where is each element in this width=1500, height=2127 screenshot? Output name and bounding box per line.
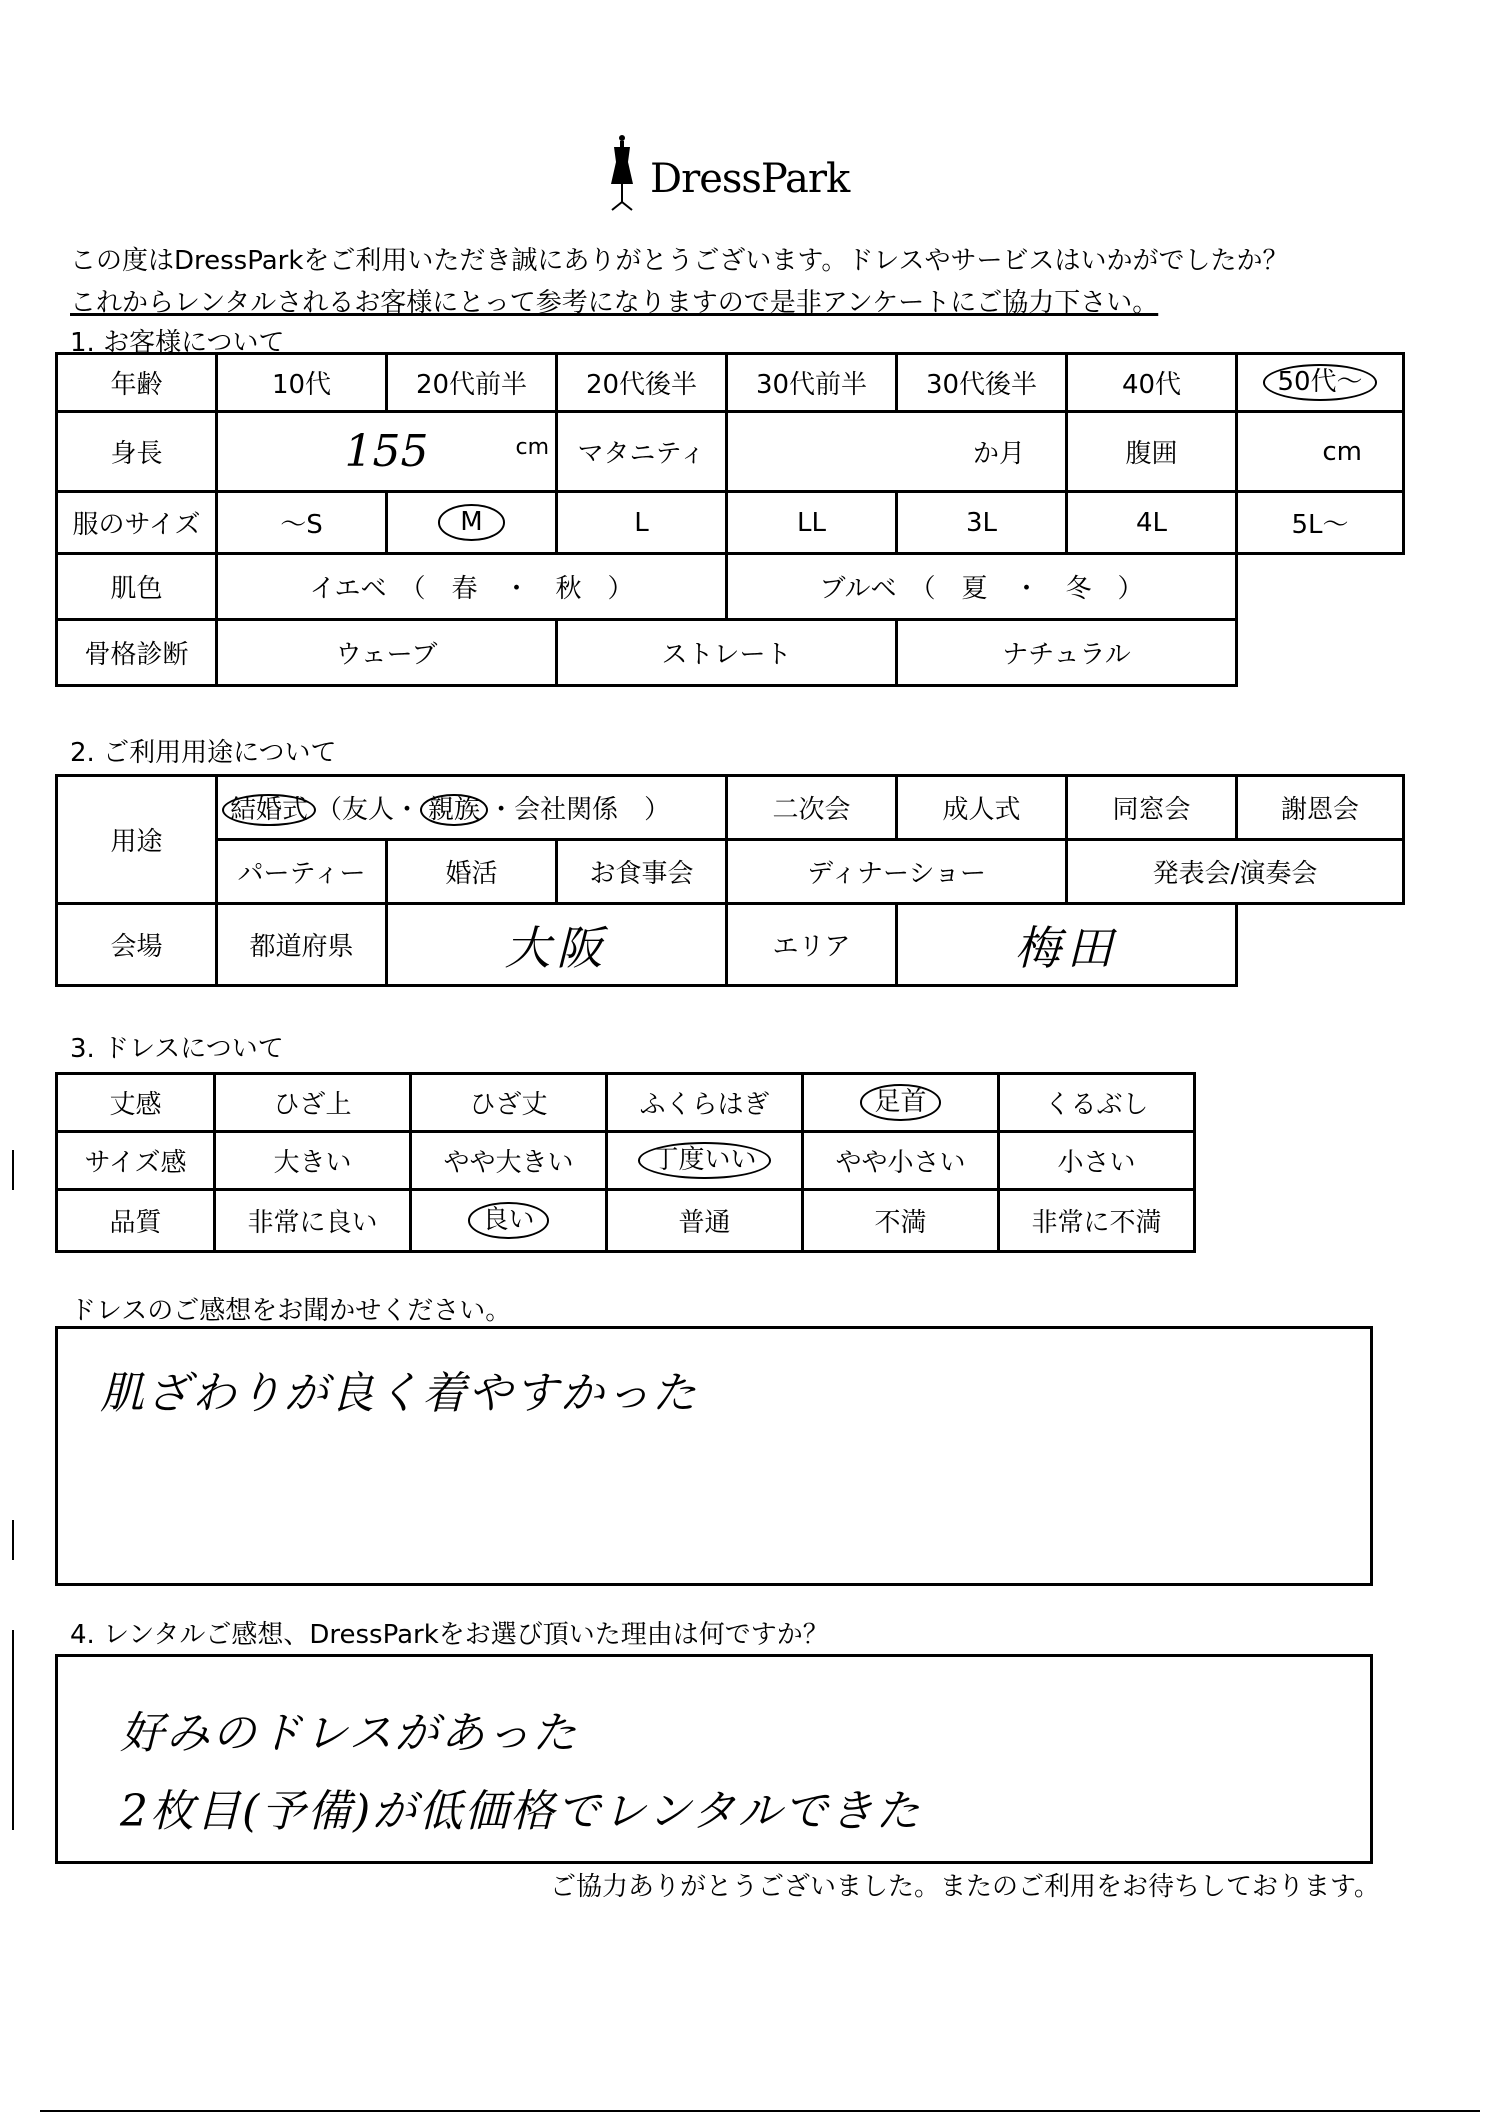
- prefecture-label: 都道府県: [217, 904, 387, 986]
- purpose-row-2: [57, 840, 1404, 904]
- scan-margin-mark: [12, 1630, 14, 1830]
- frame-label: 骨格診断: [57, 620, 217, 686]
- brand-name: DressPark: [650, 156, 850, 202]
- purpose-option[interactable]: 婚活: [387, 840, 557, 904]
- quality-option[interactable]: 非常に不満: [999, 1190, 1195, 1252]
- wedding-company-option[interactable]: ・会社関係 ）: [488, 794, 671, 825]
- quality-option[interactable]: 不満: [803, 1190, 999, 1252]
- purpose-option[interactable]: 二次会: [727, 776, 897, 840]
- height-value: 155: [344, 426, 429, 477]
- size-option[interactable]: 5L〜: [1237, 492, 1404, 554]
- fit-label: サイズ感: [57, 1132, 215, 1190]
- quality-row: [57, 1190, 1195, 1252]
- prefecture-field[interactable]: [387, 904, 727, 986]
- size-option-selected[interactable]: [387, 492, 557, 554]
- age-option[interactable]: 40代: [1067, 354, 1237, 412]
- size-option[interactable]: 〜S: [217, 492, 387, 554]
- size-selected-mark: M: [438, 504, 504, 541]
- intro-line-2: これからレンタルされるお客様にとって参考になりますので是非アンケートにご協力下さい。: [70, 288, 1159, 318]
- quality-label: 品質: [57, 1190, 215, 1252]
- fit-selected-mark: 丁度いい: [638, 1142, 770, 1179]
- fit-option[interactable]: 大きい: [215, 1132, 411, 1190]
- size-row: [57, 492, 1404, 554]
- age-option[interactable]: 30代前半: [727, 354, 897, 412]
- height-unit: cm: [515, 435, 549, 460]
- skin-label: 肌色: [57, 554, 217, 620]
- area-value: 梅田: [1014, 920, 1119, 975]
- purpose-row-1: [57, 776, 1404, 840]
- fit-option-selected[interactable]: [607, 1132, 803, 1190]
- age-option[interactable]: 30代後半: [897, 354, 1067, 412]
- purpose-option[interactable]: 成人式: [897, 776, 1067, 840]
- customer-info-table: [55, 352, 1405, 687]
- closing-message: ご協力ありがとうございました。またのご利用をお待ちしております。: [550, 1872, 1380, 1902]
- age-option-selected[interactable]: [1237, 354, 1404, 412]
- age-row: [57, 354, 1404, 412]
- age-selected-mark: 50代〜: [1263, 364, 1376, 401]
- height-field[interactable]: [217, 412, 557, 492]
- waist-unit: cm: [1322, 436, 1362, 467]
- fit-option[interactable]: 小さい: [999, 1132, 1195, 1190]
- age-option[interactable]: 10代: [217, 354, 387, 412]
- purpose-option[interactable]: 謝恩会: [1237, 776, 1404, 840]
- length-option[interactable]: ひざ丈: [411, 1074, 607, 1132]
- size-option[interactable]: 3L: [897, 492, 1067, 554]
- waist-label: 腹囲: [1067, 412, 1237, 492]
- impression-answer: 肌ざわりが良く着やすかった: [100, 1368, 698, 1419]
- skin-blue-option[interactable]: ブルベ （ 夏 ・ 冬 ）: [727, 554, 1237, 620]
- maternity-unit: か月: [972, 439, 1025, 469]
- purpose-option[interactable]: ディナーショー: [727, 840, 1067, 904]
- purpose-option[interactable]: パーティー: [217, 840, 387, 904]
- frame-option[interactable]: ナチュラル: [897, 620, 1237, 686]
- reason-answer-box[interactable]: [55, 1654, 1373, 1864]
- dress-table: [55, 1072, 1196, 1253]
- length-row: [57, 1074, 1195, 1132]
- venue-label: 会場: [57, 904, 217, 986]
- maternity-label: マタニティ: [557, 412, 727, 492]
- purpose-option[interactable]: お食事会: [557, 840, 727, 904]
- section-1-heading: 1. お客様について: [70, 328, 285, 358]
- area-label: エリア: [727, 904, 897, 986]
- wedding-selected-mark: 結婚式: [222, 794, 316, 827]
- size-option[interactable]: 4L: [1067, 492, 1237, 554]
- quality-selected-mark: 良い: [468, 1202, 548, 1239]
- area-field[interactable]: [897, 904, 1237, 986]
- frame-option[interactable]: ウェーブ: [217, 620, 557, 686]
- usage-table: [55, 774, 1405, 987]
- length-option[interactable]: くるぶし: [999, 1074, 1195, 1132]
- size-label: 服のサイズ: [57, 492, 217, 554]
- length-option[interactable]: ひざ上: [215, 1074, 411, 1132]
- length-label: 丈感: [57, 1074, 215, 1132]
- maternity-field[interactable]: [727, 412, 1067, 492]
- age-option[interactable]: 20代後半: [557, 354, 727, 412]
- wedding-paren: （: [316, 794, 343, 825]
- scan-margin-mark: [12, 1150, 14, 1190]
- intro-line-1: この度はDressParkをご利用いただき誠にありがとうございます。ドレスやサービスはいかがでしたか？: [70, 246, 1289, 276]
- size-option[interactable]: LL: [727, 492, 897, 554]
- reason-answer-line-1: 好みのドレスがあった: [120, 1708, 579, 1759]
- wedding-friend-option[interactable]: 友人・: [342, 794, 421, 825]
- section-3-heading: 3. ドレスについて: [70, 1034, 284, 1064]
- purpose-option[interactable]: 発表会/演奏会: [1067, 840, 1404, 904]
- waist-field[interactable]: [1237, 412, 1404, 492]
- age-option[interactable]: 20代前半: [387, 354, 557, 412]
- section-4-heading: 4. レンタルご感想、DressParkをお選び頂いた理由は何ですか？: [70, 1620, 829, 1650]
- venue-row: [57, 904, 1404, 986]
- wedding-family-selected[interactable]: 親族: [420, 794, 488, 827]
- skin-row: [57, 554, 1404, 620]
- prefecture-value: 大阪: [504, 920, 609, 975]
- length-option-selected[interactable]: [803, 1074, 999, 1132]
- purpose-option[interactable]: 同窓会: [1067, 776, 1237, 840]
- frame-option[interactable]: ストレート: [557, 620, 897, 686]
- skin-yellow-option[interactable]: イエベ （ 春 ・ 秋 ）: [217, 554, 727, 620]
- length-option[interactable]: ふくらはぎ: [607, 1074, 803, 1132]
- quality-option[interactable]: 非常に良い: [215, 1190, 411, 1252]
- height-row: [57, 412, 1404, 492]
- impression-answer-box[interactable]: [55, 1326, 1373, 1586]
- quality-option-selected[interactable]: [411, 1190, 607, 1252]
- age-label: 年齢: [57, 354, 217, 412]
- fit-row: [57, 1132, 1195, 1190]
- scan-bottom-line: [40, 2110, 1480, 2112]
- section-2-heading: 2. ご利用用途について: [70, 738, 337, 768]
- quality-option[interactable]: 普通: [607, 1190, 803, 1252]
- scan-margin-mark: [12, 1520, 14, 1560]
- frame-row: [57, 620, 1404, 686]
- dress-form-icon: [606, 134, 638, 214]
- fit-option[interactable]: やや小さい: [803, 1132, 999, 1190]
- fit-option[interactable]: やや大きい: [411, 1132, 607, 1190]
- purpose-label: 用途: [57, 776, 217, 904]
- length-selected-mark: 足首: [860, 1084, 940, 1121]
- reason-answer-line-2: 2枚目(予備)が低価格でレンタルできた: [120, 1786, 922, 1837]
- size-option[interactable]: L: [557, 492, 727, 554]
- height-label: 身長: [57, 412, 217, 492]
- impression-heading: ドレスのご感想をお聞かせください。: [70, 1296, 512, 1326]
- wedding-option[interactable]: [217, 776, 727, 840]
